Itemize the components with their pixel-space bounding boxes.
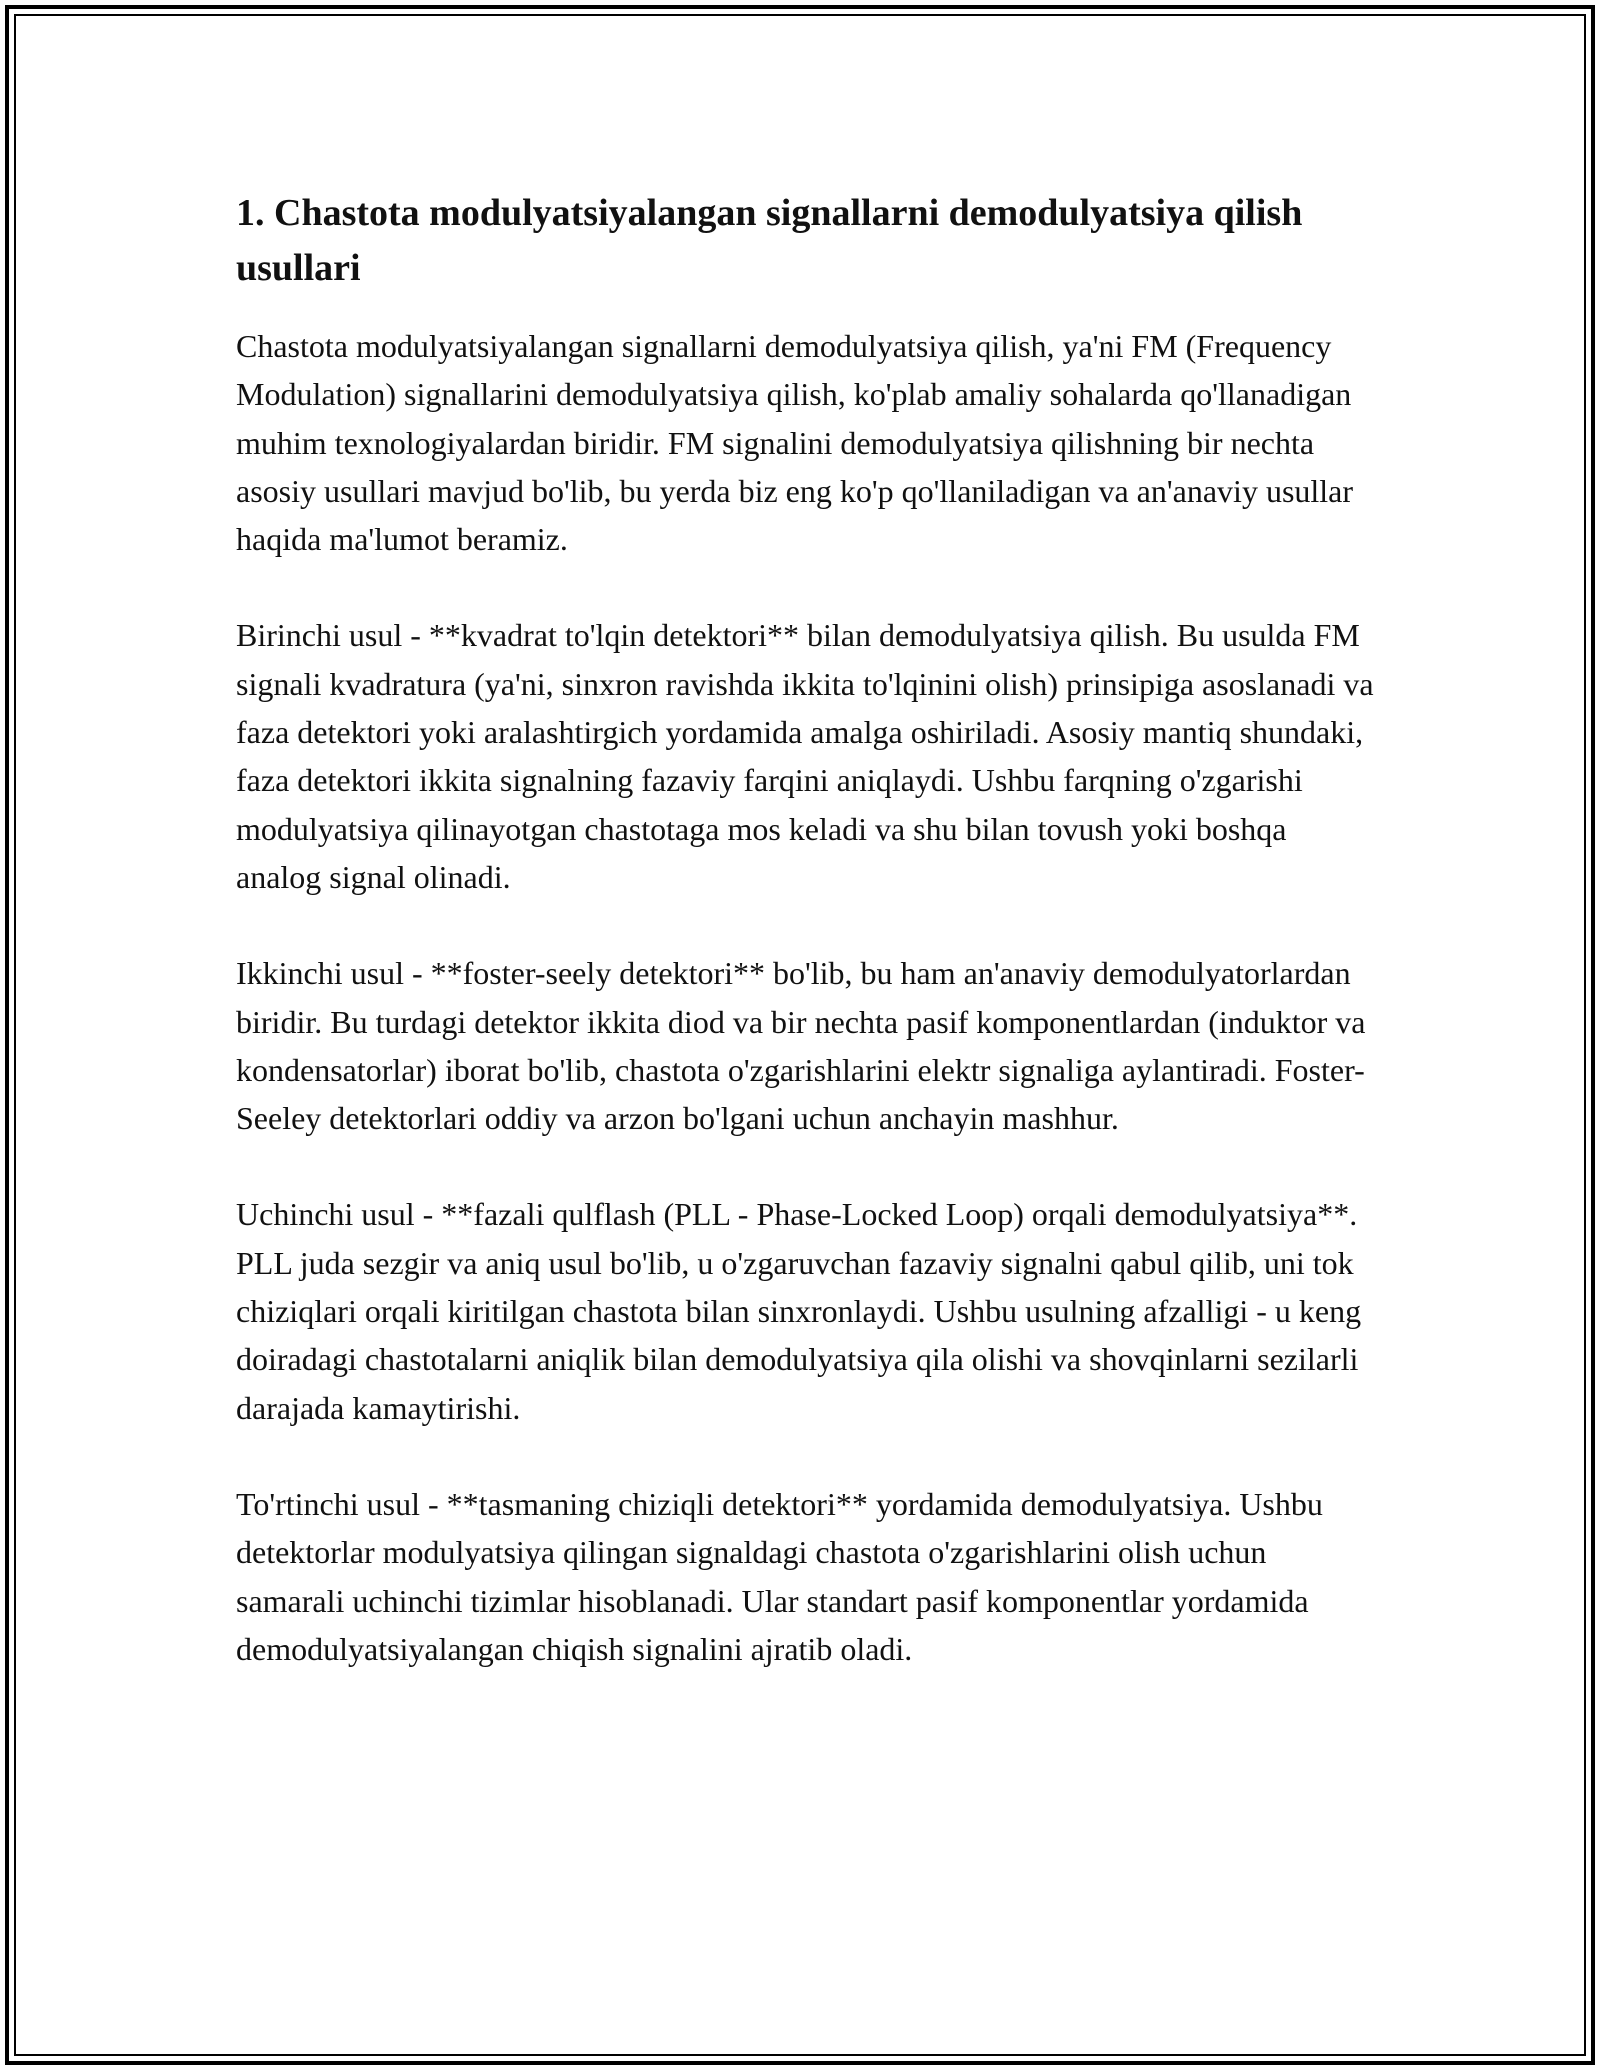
paragraph-method-3: Uchinchi usul - **fazali qulflash (PLL - Phase-Locked Loop) orqali demodulyatsiya**. PLL juda sezgir va aniq usul bo'lib, u o'zgaruvchan fazaviy signalni qabul qilib, uni tok chiziqlari orqali kiritilgan chastota bilan sinxronlaydi. Ushbu usulning afzalligi - u keng doiradagi chastotalarni aniqlik bilan demodulyatsiya qila olishi va shovqinlarni sezilarli darajada kamaytirishi. — [236, 1196, 1362, 1426]
section-heading: 1. Chastota modulyatsiyalangan signallarni demodulyatsiya qilish usullari — [236, 192, 1303, 289]
paragraph-method-2: Ikkinchi usul - **foster-seely detektori** bo'lib, bu ham an'anaviy demodulyatorlardan biridir. Bu turdagi detektor ikkita diod va bir nechta pasif komponentlardan (induktor va kondensatorlar) iborat bo'lib, chastota o'zgarishlarini elektr signaliga aylantiradi. Foster-Seeley detektorlari oddiy va arzon bo'lgani uchun anchayin mashhur. — [236, 955, 1366, 1137]
paragraph-method-4: To'rtinchi usul - **tasmaning chiziqli detektori** yordamida demodulyatsiya. Ushbu detektorlar modulyatsiya qilingan signaldagi chastota o'zgarishlarini olish uchun samarali uchinchi tizimlar hisoblanadi. Ular standart pasif komponentlar yordamida demodulyatsiyalangan chiqish signalini ajratib oladi. — [236, 1485, 1323, 1667]
paragraph-method-1: Birinchi usul - **kvadrat to'lqin detektori** bilan demodulyatsiya qilish. Bu usulda FM signali kvadratura (ya'ni, sinxron ravishda ikkita to'lqinini olish) prinsipiga asoslanadi va faza detektori yoki aralashtirgich yordamida amalga oshiriladi. Asosiy mantiq shundaki, faza detektori ikkita signalning fazaviy farqini aniqlaydi. Ushbu farqning o'zgarishi modulyatsiya qilinayotgan chastotaga mos keladi va shu bilan tovush yoki boshqa analog signal olinadi. — [236, 617, 1374, 895]
paragraph-intro: Chastota modulyatsiyalangan signallarni demodulyatsiya qilish, ya'ni FM (Frequency Modulation) signallarini demodulyatsiya qilish, ko'plab amaliy sohalarda qo'llanadigan muhim texnologiyalardan biridir. FM signalini demodulyatsiya qilishning bir nechta asosiy usullari mavjud bo'lib, bu yerda biz eng ko'p qo'llaniladigan va an'anaviy usullar haqida ma'lumot beramiz. — [236, 328, 1354, 558]
document-body — [236, 186, 1376, 1721]
